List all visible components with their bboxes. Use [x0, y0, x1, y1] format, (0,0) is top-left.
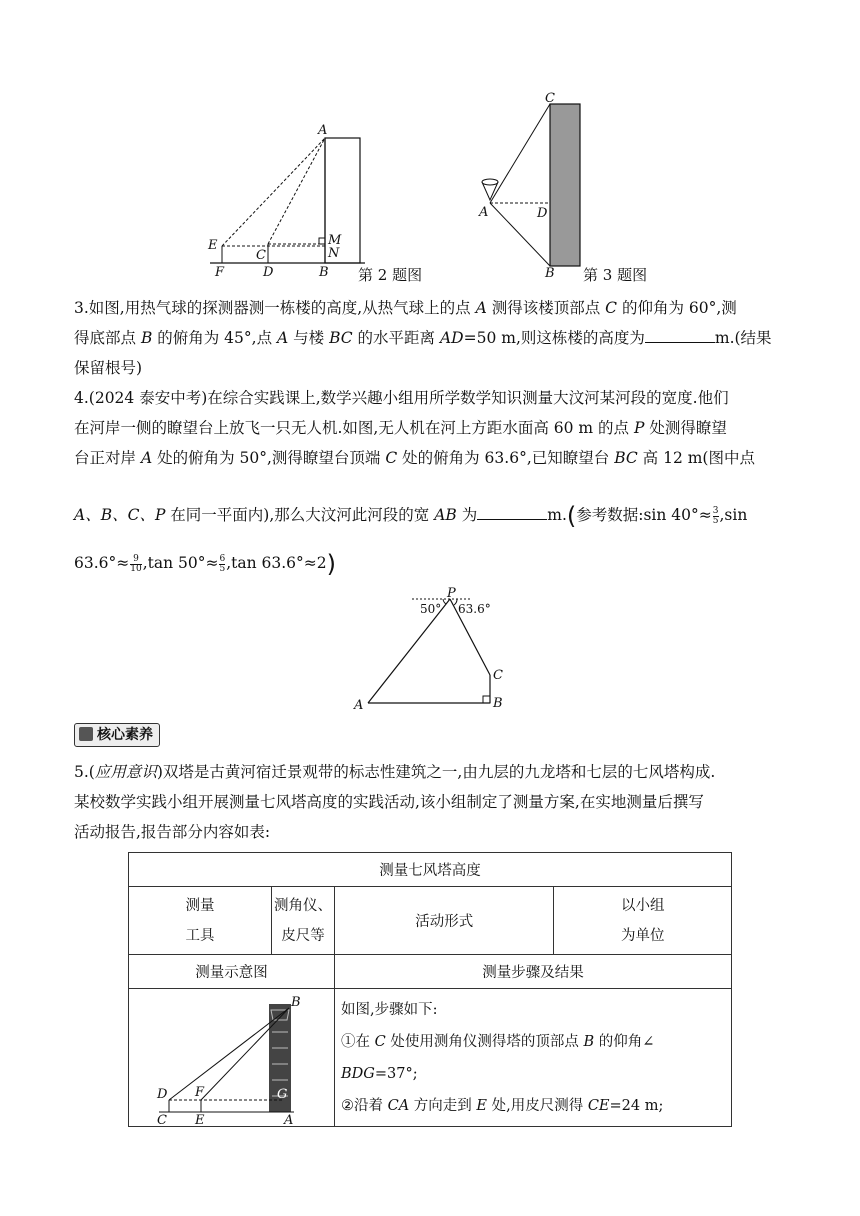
- figure-3: [475, 90, 585, 280]
- steps-header: 测量步骤及结果: [335, 955, 732, 989]
- fig2-label-M: M: [328, 233, 342, 248]
- q4-label-B: B: [493, 696, 503, 711]
- fig2-label-D: D: [263, 265, 274, 278]
- diagram-cell: [129, 989, 335, 1127]
- cube-icon: [79, 727, 93, 741]
- report-table: [128, 852, 732, 1127]
- q4-label-P: P: [447, 586, 456, 601]
- fig2-label-E: E: [208, 238, 218, 253]
- section-badge: 核心素养: [74, 723, 160, 747]
- fig2-label-F: F: [215, 265, 225, 278]
- figure-2: [200, 118, 370, 278]
- t-label-G: G: [277, 1086, 288, 1102]
- fig2-label-N: N: [328, 246, 340, 261]
- question-4-figure: [350, 585, 510, 715]
- diagram-header: 测量示意图: [129, 955, 335, 989]
- form-value: 以小组 为单位: [554, 887, 732, 955]
- question-4: 4.(2024 泰安中考)在综合实践课上,数学兴趣小组用所学数学知识测量大汶河某河段的宽度.他们 在河岸一侧的瞭望台上放飞一只无人机.如图,无人机在河上方距水面高 60 m 的点 P 处测得瞭望 台正对岸 A 处的俯角为 50°,测得瞭望台顶端 C 处的俯角为 63.6°,已知瞭望台 BC 高 12 m(图中点: [74, 389, 755, 467]
- answer-blank[interactable]: [645, 328, 715, 343]
- t-label-D: D: [157, 1086, 168, 1102]
- steps-cell: 如图,步骤如下: ①在 C 处使用测角仪测得塔的顶部点 B 的仰角∠ BDG=37°; ②沿着 CA 方向走到 E 处,用皮尺测得 CE=24 m;: [335, 989, 732, 1127]
- fig3-label-D: D: [537, 206, 548, 221]
- table-title: 测量七风塔高度: [129, 853, 732, 887]
- fig3-label-C: C: [545, 91, 555, 106]
- t-label-B: B: [291, 994, 301, 1010]
- fig2-label-B: B: [319, 265, 329, 278]
- t-label-A: A: [284, 1112, 294, 1126]
- t-label-F: F: [195, 1084, 205, 1100]
- fig2-label-C: C: [256, 248, 266, 263]
- form-label: 活动形式: [335, 887, 554, 955]
- q4-angle-63: 63.6°: [458, 602, 491, 616]
- q4-label-A: A: [354, 698, 364, 713]
- tool-value: 测角仪、 皮尺等: [272, 887, 335, 955]
- question-4-ref: 63.6°≈ $\frac{9}{10}$ ,tan 50°≈ $\frac{6}{5}$ ,tan 63.6°≈2): [74, 550, 337, 578]
- t-label-C: C: [157, 1112, 167, 1126]
- fig2-label-A: A: [318, 123, 328, 138]
- fig2-caption: 第 2 题图: [358, 266, 423, 284]
- question-3: 3.如图,用热气球的探测器测一栋楼的高度,从热气球上的点 A 测得该楼顶部点 C 的仰角为 60°,测 得底部点 B 的俯角为 45°,点 A 与楼 BC 的水平距离 AD=50 m,则这栋楼的高度为 m.(结果 保留根号): [74, 299, 772, 377]
- fig3-caption: 第 3 题图: [583, 266, 648, 284]
- question-5: 5.(应用意识)双塔是古黄河宿迁景观带的标志性建筑之一,由九层的九龙塔和七层的七风塔构成. 某校数学实践小组开展测量七风塔高度的实践活动,该小组制定了测量方案,在实地测量后撰写 活动报告,报告部分内容如表:: [74, 763, 716, 841]
- t-label-E: E: [195, 1112, 205, 1126]
- fig3-label-B: B: [545, 266, 555, 280]
- answer-blank[interactable]: [477, 505, 547, 520]
- tower-diagram: [129, 990, 334, 1126]
- q4-angle-50: 50°: [420, 602, 442, 616]
- q4-label-C: C: [493, 668, 503, 683]
- tool-label: 测量 工具: [129, 887, 272, 955]
- fig3-label-A: A: [479, 205, 489, 220]
- question-4-cont: A、B、C、P 在同一平面内),那么大汶河此河段的宽 AB 为 m.(参考数据:sin 40°≈ $\frac{3}{5}$ ,sin: [74, 502, 748, 530]
